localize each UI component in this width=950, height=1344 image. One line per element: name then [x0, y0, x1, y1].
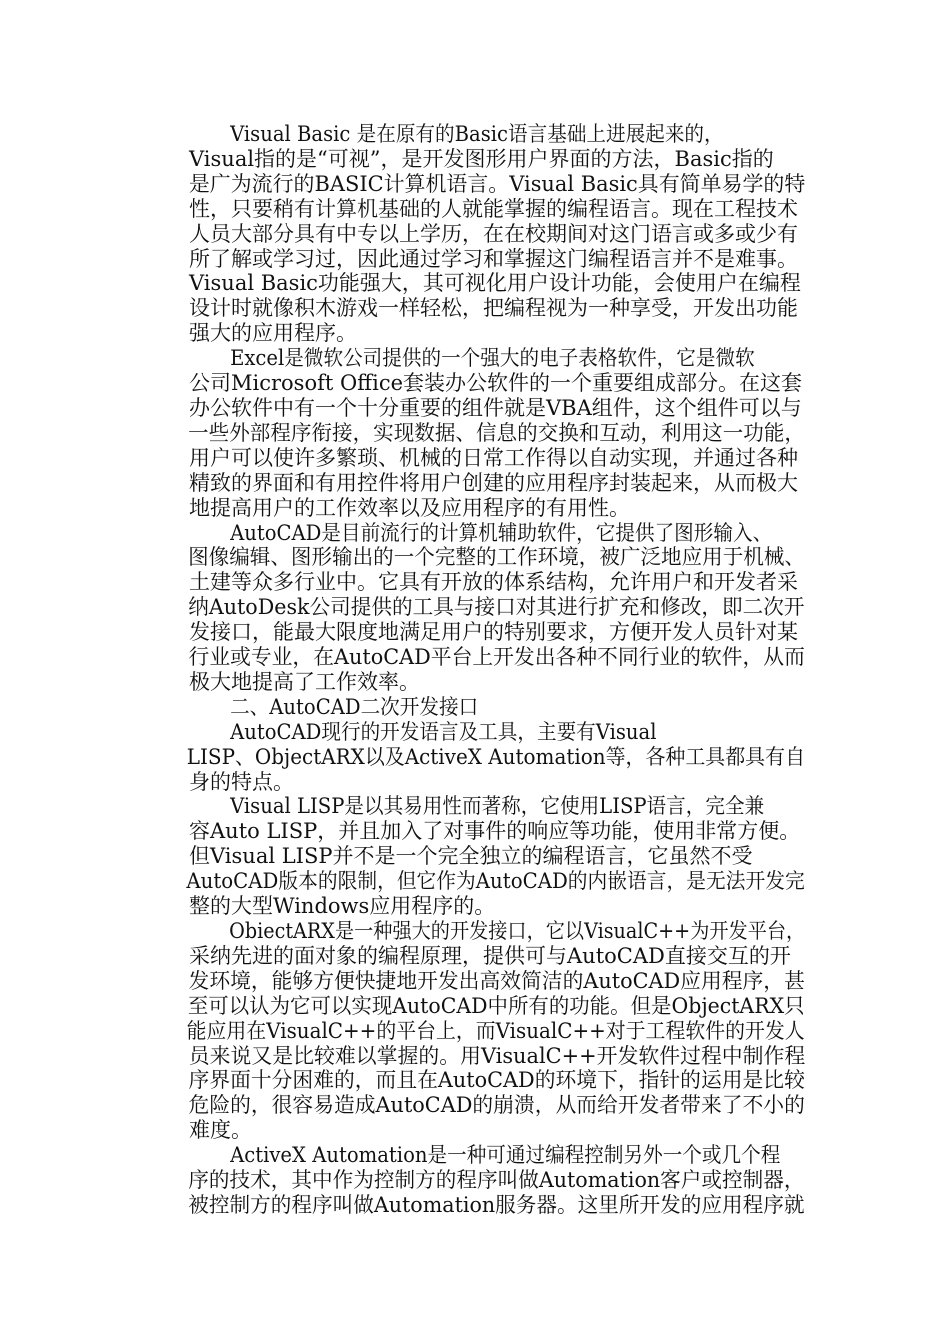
text-line: 强大的应用程序。 [189, 321, 357, 346]
text-line: LISP、ObjectARX以及ActiveX Automation等，各种工具都具有自 [186, 744, 806, 769]
text-line: 所了解或学习过，因此通过学习和掌握这门编程语言并不是难事。 [189, 246, 798, 271]
text-line: 性，只要稍有计算机基础的人就能掌握的编程语言。现在工程技术 [189, 196, 798, 221]
text-line: 行业或专业，在AutoCAD平台上开发出各种不同行业的软件，从而 [188, 645, 805, 670]
text-line: Visual Basic 是在原有的Basic语言基础上进展起来的， [230, 122, 724, 146]
paragraph-autocad [145, 521, 805, 695]
text-line: 是广为流行的BASIC计算机语言。Visual Basic具有简单易学的特 [188, 171, 806, 196]
text-line: ObiectARX是一种强大的开发接口，它以VisualC++为开发平台， [229, 919, 806, 943]
text-line: 但Visual LISP并不是一个完全独立的编程语言，它虽然不受 [189, 844, 753, 869]
document-body [145, 122, 805, 1218]
text-line: 容Auto LISP，并且加入了对事件的响应等功能，使用非常方便。 [189, 819, 801, 844]
text-line: AutoCAD版本的限制，但它作为AutoCAD的内嵌语言，是无法开发完 [186, 869, 805, 894]
text-line: 用户可以使许多繁琐、机械的日常工作得以自动实现，并通过各种 [189, 445, 798, 470]
text-line: 设计时就像积木游戏一样轻松，把编程视为一种享受，开发出功能 [189, 296, 798, 321]
paragraph-dev-tools [145, 720, 805, 795]
text-line: 至可以认为它可以实现AutoCAD中所有的功能。但是ObjectARX只 [187, 993, 805, 1018]
text-line: 地提高用户的工作效率以及应用程序的有用性。 [189, 495, 630, 520]
text-line: 身的特点。 [189, 769, 294, 794]
text-line: AutoCAD是目前流行的计算机辅助软件，它提供了图形输入、 [230, 520, 773, 545]
text-line: AutoCAD现行的开发语言及工具，主要有Visual [230, 719, 657, 744]
paragraph-visual-basic [145, 122, 805, 346]
paragraph-excel [145, 346, 805, 520]
text-line: 土建等众多行业中。它具有开放的体系结构，允许用户和开发者采 [189, 570, 798, 595]
text-line: 图像编辑、图形输出的一个完整的工作环境，被广泛地应用于机械、 [188, 545, 805, 570]
text-line: 公司Microsoft Office套装办公软件的一个重要组成部分。在这套 [189, 371, 803, 396]
text-line: 序界面十分困难的，而且在AutoCAD的环境下，指针的运用是比较 [188, 1068, 805, 1093]
text-line: 能应用在VisualC++的平台上，而VisualC++对于工程软件的开发人 [186, 1018, 805, 1043]
text-line: Visual指的是“可视”，是开发图形用户界面的方法，Basic指的 [189, 146, 774, 171]
text-line: 被控制方的程序叫做Automation服务器。这里所开发的应用程序就 [188, 1192, 805, 1217]
text-line: 精致的界面和有用控件将用户创建的应用程序封装起来，从而极大 [189, 470, 798, 495]
section-heading-text: 二、AutoCAD二次开发接口 [230, 694, 479, 719]
section-heading [145, 695, 805, 720]
text-line: 发接口，能最大限度地满足用户的特别要求，方便开发人员针对某 [189, 620, 798, 645]
text-line: 危险的，很容易造成AutoCAD的崩溃，从而给开发者带来了不小的 [188, 1093, 805, 1118]
text-line: 极大地提高了工作效率。 [189, 669, 420, 694]
text-line: 采纳先进的面对象的编程原理，提供可与AutoCAD直接交互的开 [189, 943, 791, 968]
text-line: 序的技术，其中作为控制方的程序叫做Automation客户或控制器， [188, 1168, 805, 1193]
text-line: Visual LISP是以其易用性而著称，它使用LISP语言，完全兼 [230, 794, 765, 819]
text-line: Excel是微软公司提供的一个强大的电子表格软件，它是微软 [230, 346, 755, 371]
text-line: 难度。 [189, 1118, 252, 1143]
text-line: Visual Basic功能强大，其可视化用户设计功能，会使用户在编程 [189, 271, 801, 296]
paragraph-visual-lisp [145, 794, 805, 919]
text-line: 纳AutoDesk公司提供的工具与接口对其进行扩充和修改，即二次开 [188, 595, 805, 620]
paragraph-activex [145, 1143, 805, 1218]
text-line: 整的大型Windows应用程序的。 [189, 894, 496, 919]
text-line: 发环境，能够方便快捷地开发出高效简洁的AutoCAD应用程序，甚 [188, 968, 805, 993]
text-line: 办公软件中有一个十分重要的组件就是VBA组件，这个组件可以与 [189, 395, 802, 420]
text-line: ActiveX Automation是一种可通过编程控制另外一个或几个程 [230, 1143, 781, 1168]
text-line: 人员大部分具有中专以上学历，在在校期间对这门语言或多或少有 [189, 221, 798, 246]
text-line: 一些外部程序衔接，实现数据、信息的交换和互动，利用这一功能， [188, 420, 805, 445]
paragraph-objectarx [145, 919, 805, 1143]
text-line: 员来说又是比较难以掌握的。用VisualC++开发软件过程中制作程 [188, 1043, 806, 1068]
